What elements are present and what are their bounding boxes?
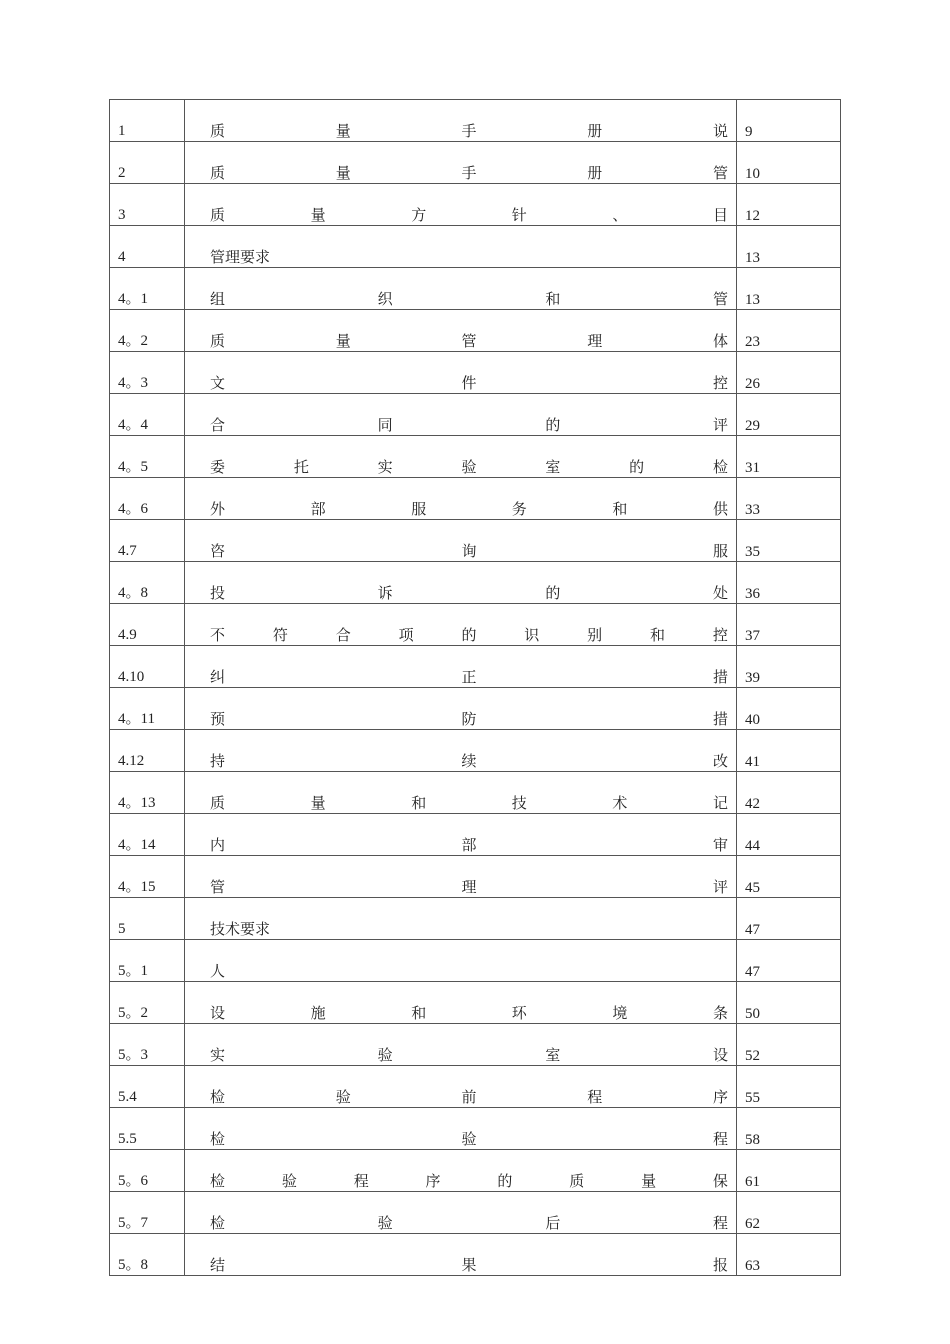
toc-row[interactable] xyxy=(110,1192,841,1234)
toc-section-title xyxy=(185,646,737,688)
toc-section-number: 5。1 xyxy=(110,940,185,982)
toc-section-title xyxy=(185,478,737,520)
toc-section-number: 4。3 xyxy=(110,352,185,394)
toc-title-text: 检 验 前 程 序 xyxy=(210,1090,728,1106)
toc-section-number: 4。2 xyxy=(110,310,185,352)
toc-section-number: 5.5 xyxy=(110,1108,185,1150)
toc-body xyxy=(110,100,841,1276)
toc-title-text: 合 同 的 评 xyxy=(210,418,728,434)
toc-row[interactable] xyxy=(110,310,841,352)
toc-row[interactable] xyxy=(110,1108,841,1150)
toc-section-title xyxy=(185,1108,737,1150)
toc-row[interactable] xyxy=(110,100,841,142)
toc-row[interactable] xyxy=(110,982,841,1024)
toc-page-number: 52 xyxy=(737,1024,841,1066)
toc-page-number: 50 xyxy=(737,982,841,1024)
toc-title-text: 检 验 后 程 xyxy=(210,1216,728,1232)
toc-title-text: 咨 询 服 xyxy=(210,544,728,560)
toc-page-number: 55 xyxy=(737,1066,841,1108)
toc-section-title xyxy=(185,982,737,1024)
toc-page-number: 47 xyxy=(737,898,841,940)
toc-section-number: 5 xyxy=(110,898,185,940)
toc-section-number: 4。14 xyxy=(110,814,185,856)
toc-row[interactable] xyxy=(110,1024,841,1066)
toc-row[interactable] xyxy=(110,1150,841,1192)
toc-row[interactable] xyxy=(110,688,841,730)
toc-section-number: 5。6 xyxy=(110,1150,185,1192)
toc-section-number: 5。2 xyxy=(110,982,185,1024)
toc-title-text: 技术要求 xyxy=(210,922,271,938)
toc-title-text: 实 验 室 设 xyxy=(210,1048,728,1064)
toc-row[interactable] xyxy=(110,898,841,940)
toc-page-number: 33 xyxy=(737,478,841,520)
toc-section-number: 4.12 xyxy=(110,730,185,772)
toc-section-title xyxy=(185,520,737,562)
toc-row[interactable] xyxy=(110,226,841,268)
toc-section-number: 4。1 xyxy=(110,268,185,310)
toc-section-title xyxy=(185,1066,737,1108)
toc-title-text: 不 符 合 项 的 识 别 和 控 xyxy=(210,628,728,644)
toc-section-title xyxy=(185,226,737,268)
toc-section-number: 4.10 xyxy=(110,646,185,688)
toc-page-number: 61 xyxy=(737,1150,841,1192)
toc-section-title xyxy=(185,310,737,352)
toc-section-title xyxy=(185,772,737,814)
toc-section-title xyxy=(185,562,737,604)
toc-section-number: 2 xyxy=(110,142,185,184)
toc-row[interactable] xyxy=(110,394,841,436)
toc-page-number: 42 xyxy=(737,772,841,814)
toc-section-number: 4.9 xyxy=(110,604,185,646)
toc-title-text: 管理要求 xyxy=(210,250,271,266)
toc-section-title xyxy=(185,1150,737,1192)
toc-row[interactable] xyxy=(110,268,841,310)
toc-title-text: 外 部 服 务 和 供 xyxy=(210,502,728,518)
toc-row[interactable] xyxy=(110,184,841,226)
toc-section-number: 5。3 xyxy=(110,1024,185,1066)
toc-title-text: 设 施 和 环 境 条 xyxy=(210,1006,728,1022)
table-of-contents xyxy=(109,99,841,1276)
toc-section-title xyxy=(185,940,737,982)
toc-title-text: 纠 正 措 xyxy=(210,670,728,686)
toc-page-number: 12 xyxy=(737,184,841,226)
toc-title-text: 质 量 手 册 说 xyxy=(210,124,728,140)
toc-row[interactable] xyxy=(110,646,841,688)
toc-section-title xyxy=(185,730,737,772)
toc-section-title xyxy=(185,1234,737,1276)
toc-row[interactable] xyxy=(110,772,841,814)
toc-title-text: 质 量 管 理 体 xyxy=(210,334,728,350)
toc-page-number: 58 xyxy=(737,1108,841,1150)
toc-row[interactable] xyxy=(110,352,841,394)
toc-section-number: 5.4 xyxy=(110,1066,185,1108)
toc-section-title xyxy=(185,1192,737,1234)
toc-page-number: 40 xyxy=(737,688,841,730)
toc-row[interactable] xyxy=(110,730,841,772)
toc-title-text: 内 部 审 xyxy=(210,838,728,854)
toc-row[interactable] xyxy=(110,940,841,982)
toc-title-text: 检 验 程 序 的 质 量 保 xyxy=(210,1174,728,1190)
toc-section-title xyxy=(185,436,737,478)
toc-title-text: 文 件 控 xyxy=(210,376,728,392)
toc-section-number: 4 xyxy=(110,226,185,268)
toc-section-number: 4。6 xyxy=(110,478,185,520)
toc-section-number: 4。4 xyxy=(110,394,185,436)
toc-section-title xyxy=(185,184,737,226)
toc-section-title xyxy=(185,856,737,898)
toc-row[interactable] xyxy=(110,856,841,898)
toc-section-number: 4。8 xyxy=(110,562,185,604)
toc-page-number: 37 xyxy=(737,604,841,646)
toc-section-number: 3 xyxy=(110,184,185,226)
toc-section-title xyxy=(185,1024,737,1066)
toc-section-number: 4。11 xyxy=(110,688,185,730)
toc-page-number: 26 xyxy=(737,352,841,394)
toc-row[interactable] xyxy=(110,1066,841,1108)
toc-page-number: 63 xyxy=(737,1234,841,1276)
toc-section-number: 4.7 xyxy=(110,520,185,562)
toc-row[interactable] xyxy=(110,520,841,562)
toc-page-number: 23 xyxy=(737,310,841,352)
toc-title-text: 投 诉 的 处 xyxy=(210,586,728,602)
toc-row[interactable] xyxy=(110,436,841,478)
toc-title-text: 质 量 手 册 管 xyxy=(210,166,728,182)
toc-section-title xyxy=(185,100,737,142)
toc-section-title xyxy=(185,142,737,184)
toc-row[interactable] xyxy=(110,604,841,646)
toc-row[interactable] xyxy=(110,1234,841,1276)
toc-section-title xyxy=(185,352,737,394)
toc-page-number: 9 xyxy=(737,100,841,142)
toc-row[interactable] xyxy=(110,478,841,520)
toc-title-text: 结 果 报 xyxy=(210,1258,728,1274)
toc-row[interactable] xyxy=(110,814,841,856)
toc-section-title xyxy=(185,604,737,646)
toc-title-text: 持 续 改 xyxy=(210,754,728,770)
toc-title-text: 预 防 措 xyxy=(210,712,728,728)
toc-page-number: 35 xyxy=(737,520,841,562)
toc-page-number: 47 xyxy=(737,940,841,982)
toc-title-text: 管 理 评 xyxy=(210,880,728,896)
toc-title-text: 组 织 和 管 xyxy=(210,292,728,308)
toc-page-number: 44 xyxy=(737,814,841,856)
toc-title-text: 质 量 方 针 、 目 xyxy=(210,208,728,224)
toc-page-number: 13 xyxy=(737,268,841,310)
toc-row[interactable] xyxy=(110,142,841,184)
toc-title-text: 人 xyxy=(210,964,226,980)
toc-page-number: 13 xyxy=(737,226,841,268)
toc-section-number: 4。15 xyxy=(110,856,185,898)
toc-section-title xyxy=(185,814,737,856)
toc-section-number: 5。8 xyxy=(110,1234,185,1276)
toc-section-number: 1 xyxy=(110,100,185,142)
toc-section-title xyxy=(185,394,737,436)
toc-page-number: 36 xyxy=(737,562,841,604)
toc-section-number: 4。5 xyxy=(110,436,185,478)
toc-section-number: 4。13 xyxy=(110,772,185,814)
toc-title-text: 检 验 程 xyxy=(210,1132,728,1148)
toc-page-number: 39 xyxy=(737,646,841,688)
toc-page-number: 41 xyxy=(737,730,841,772)
toc-row[interactable] xyxy=(110,562,841,604)
toc-section-title xyxy=(185,898,737,940)
toc-section-title xyxy=(185,268,737,310)
toc-title-text: 委 托 实 验 室 的 检 xyxy=(210,460,728,476)
toc-page-number: 31 xyxy=(737,436,841,478)
toc-section-title xyxy=(185,688,737,730)
toc-page-number: 45 xyxy=(737,856,841,898)
toc-page-number: 29 xyxy=(737,394,841,436)
toc-section-number: 5。7 xyxy=(110,1192,185,1234)
toc-title-text: 质 量 和 技 术 记 xyxy=(210,796,728,812)
toc-page-number: 62 xyxy=(737,1192,841,1234)
toc-page-number: 10 xyxy=(737,142,841,184)
